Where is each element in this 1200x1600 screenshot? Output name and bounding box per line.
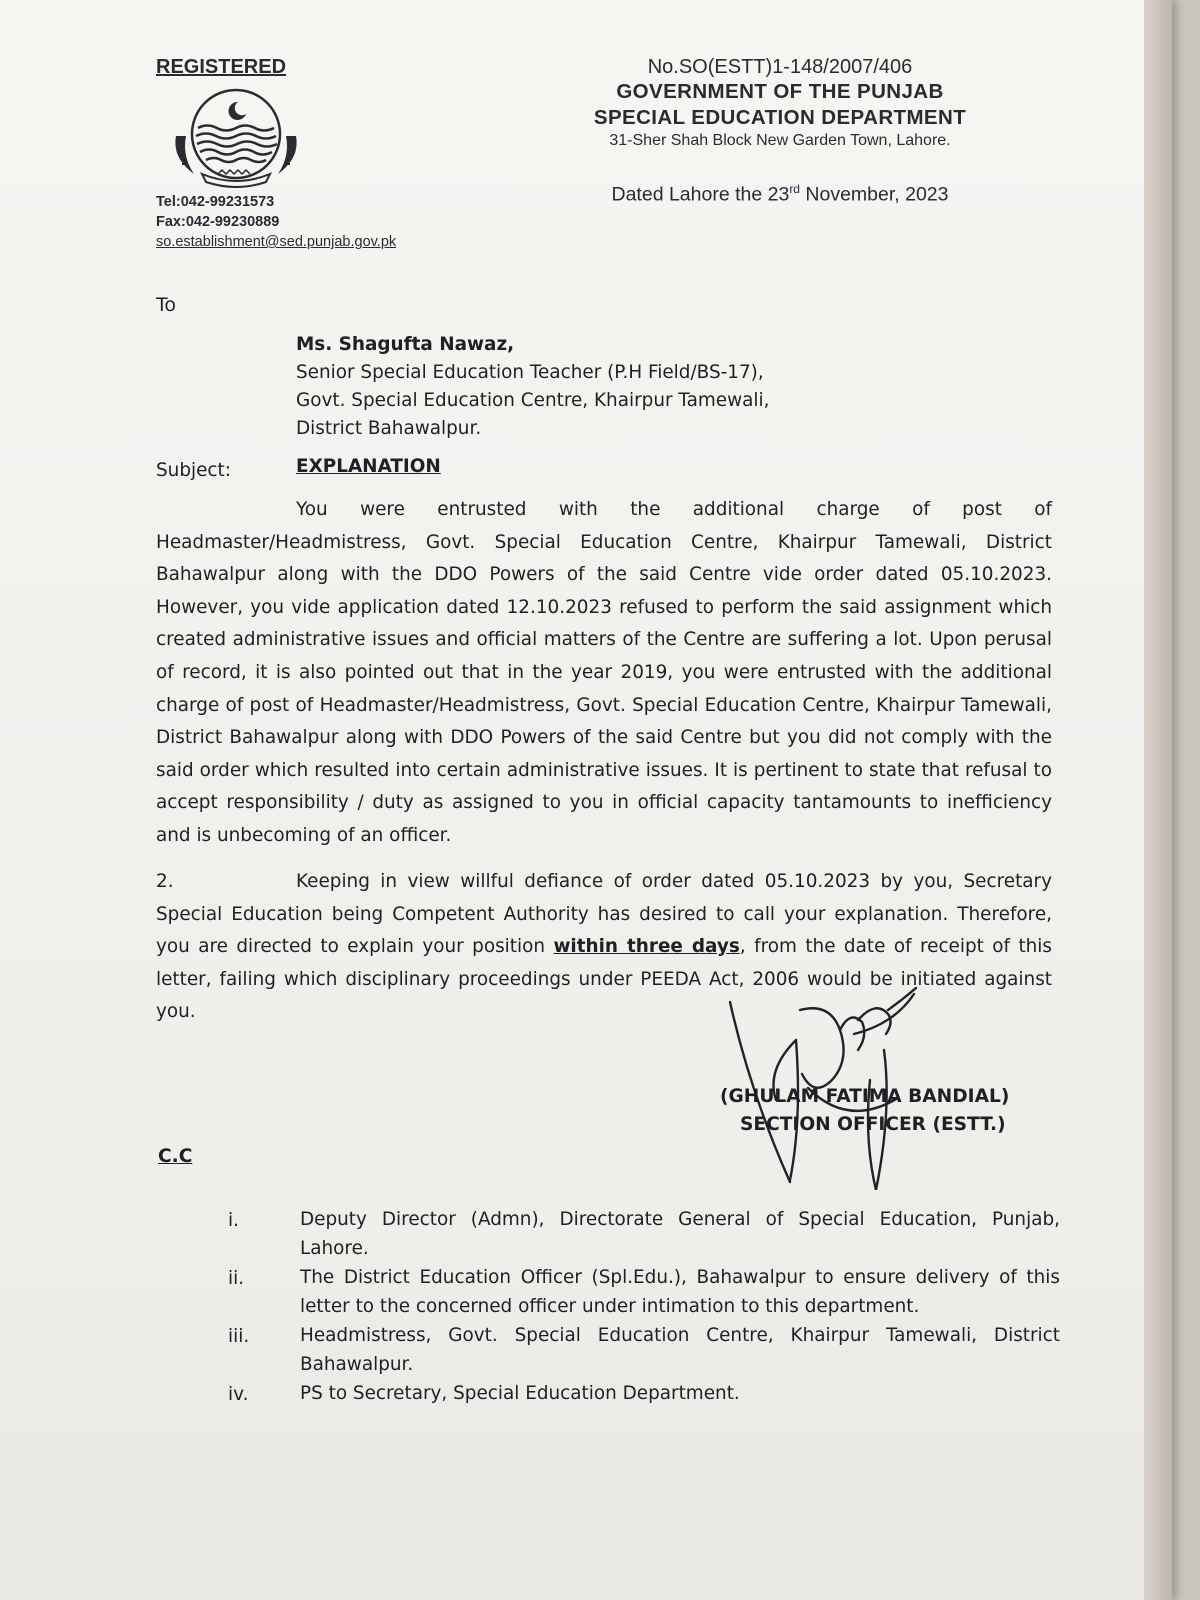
recipient-district: District Bahawalpur.	[296, 418, 482, 439]
email-address[interactable]: so.establishment@sed.punjab.gov.pk	[156, 234, 397, 250]
recipient-name: Ms. Shagufta Nawaz,	[296, 334, 515, 355]
cc-item-text: Headmistress, Govt. Special Education Centre, Khairpur Tamewali, District Bahawalpur.	[300, 1325, 1060, 1375]
to-label: To	[156, 294, 177, 316]
signatory-name: (GHULAM FATIMA BANDIAL)	[720, 1086, 1010, 1107]
paragraph-2-text-b: , from the date of receipt of this letter, failing which disciplinary proceedings under PEEDA Act, 2006 would be initiated against you.	[156, 936, 1052, 1023]
letter-date	[520, 182, 1040, 207]
registered-label: REGISTERED	[156, 56, 287, 78]
deadline-emphasis: within three days	[553, 936, 740, 958]
cc-heading: C.C	[158, 1146, 193, 1167]
fax-number: Fax:042-99230889	[156, 214, 280, 230]
cc-item-text: PS to Secretary, Special Education Department.	[300, 1383, 740, 1404]
body-paragraph-1: You were entrusted with the additional charge of post of Headmaster/Headmistress, Govt. Special Education Centre, Khairpur Tamewali, District Bahawalpur along with the DDO Powers of the said Centre vide order dated 05.10.2023. However, you vide application dated 12.10.2023 refused to perform the said assignment which created administrative issues and official matters of the Centre are suffering a lot. Upon perusal of record, it is also pointed out that in the year 2019, you were entrusted with the additional charge of post of Headmaster/Headmistress, Govt. Special Education Centre, Khairpur Tamewali, District Bahawalpur along with DDO Powers of the said Centre but you did not comply with the said order which resulted into certain administrative issues. It is pertinent to state that refusal to accept responsibility / duty as assigned to you in official capacity tantamounts to inefficiency and is unbecoming of an officer.	[156, 499, 1052, 846]
subject-text: EXPLANATION	[296, 456, 441, 477]
paragraph-number: 2.	[156, 871, 174, 892]
paragraph-2-text-a: Keeping in view willful defiance of order dated 05.10.2023 by you, Secretary Special Education being Competent Authority has desired to call your explanation. Therefore, you are directed to explain your position	[156, 871, 1052, 958]
date-ordinal: rd	[789, 182, 800, 196]
telephone-number: Tel:042-99231573	[156, 194, 275, 210]
government-heading: GOVERNMENT OF THE PUNJAB	[616, 80, 944, 103]
cc-item-text: Deputy Director (Admn), Directorate General of Special Education, Punjab, Lahore.	[300, 1209, 1060, 1259]
paper-edge	[1144, 0, 1172, 1600]
handwritten-signature	[700, 970, 940, 1190]
recipient-office: Govt. Special Education Centre, Khairpur Tamewali,	[296, 390, 770, 411]
cc-item-number: i.	[228, 1210, 239, 1231]
punjab-emblem-icon	[168, 86, 304, 190]
cc-item-number: iii.	[228, 1326, 250, 1347]
department-address: 31-Sher Shah Block New Garden Town, Lahore.	[609, 132, 951, 149]
signatory-title: SECTION OFFICER (ESTT.)	[740, 1114, 1006, 1135]
recipient-designation: Senior Special Education Teacher (P.H Field/BS-17),	[296, 362, 764, 383]
date-suffix: November, 2023	[799, 183, 949, 206]
subject-label: Subject:	[156, 460, 231, 481]
date-prefix: Dated Lahore the 23	[611, 183, 790, 206]
cc-item-number: iv.	[228, 1384, 249, 1405]
cc-item-text: The District Education Officer (Spl.Edu.), Bahawalpur to ensure delivery of this letter to the concerned officer under intimation to this department.	[300, 1267, 1060, 1317]
cc-item-number: ii.	[228, 1268, 245, 1289]
department-heading: SPECIAL EDUCATION DEPARTMENT	[593, 106, 967, 129]
reference-number: No.SO(ESTT)1-148/2007/406	[647, 56, 913, 78]
